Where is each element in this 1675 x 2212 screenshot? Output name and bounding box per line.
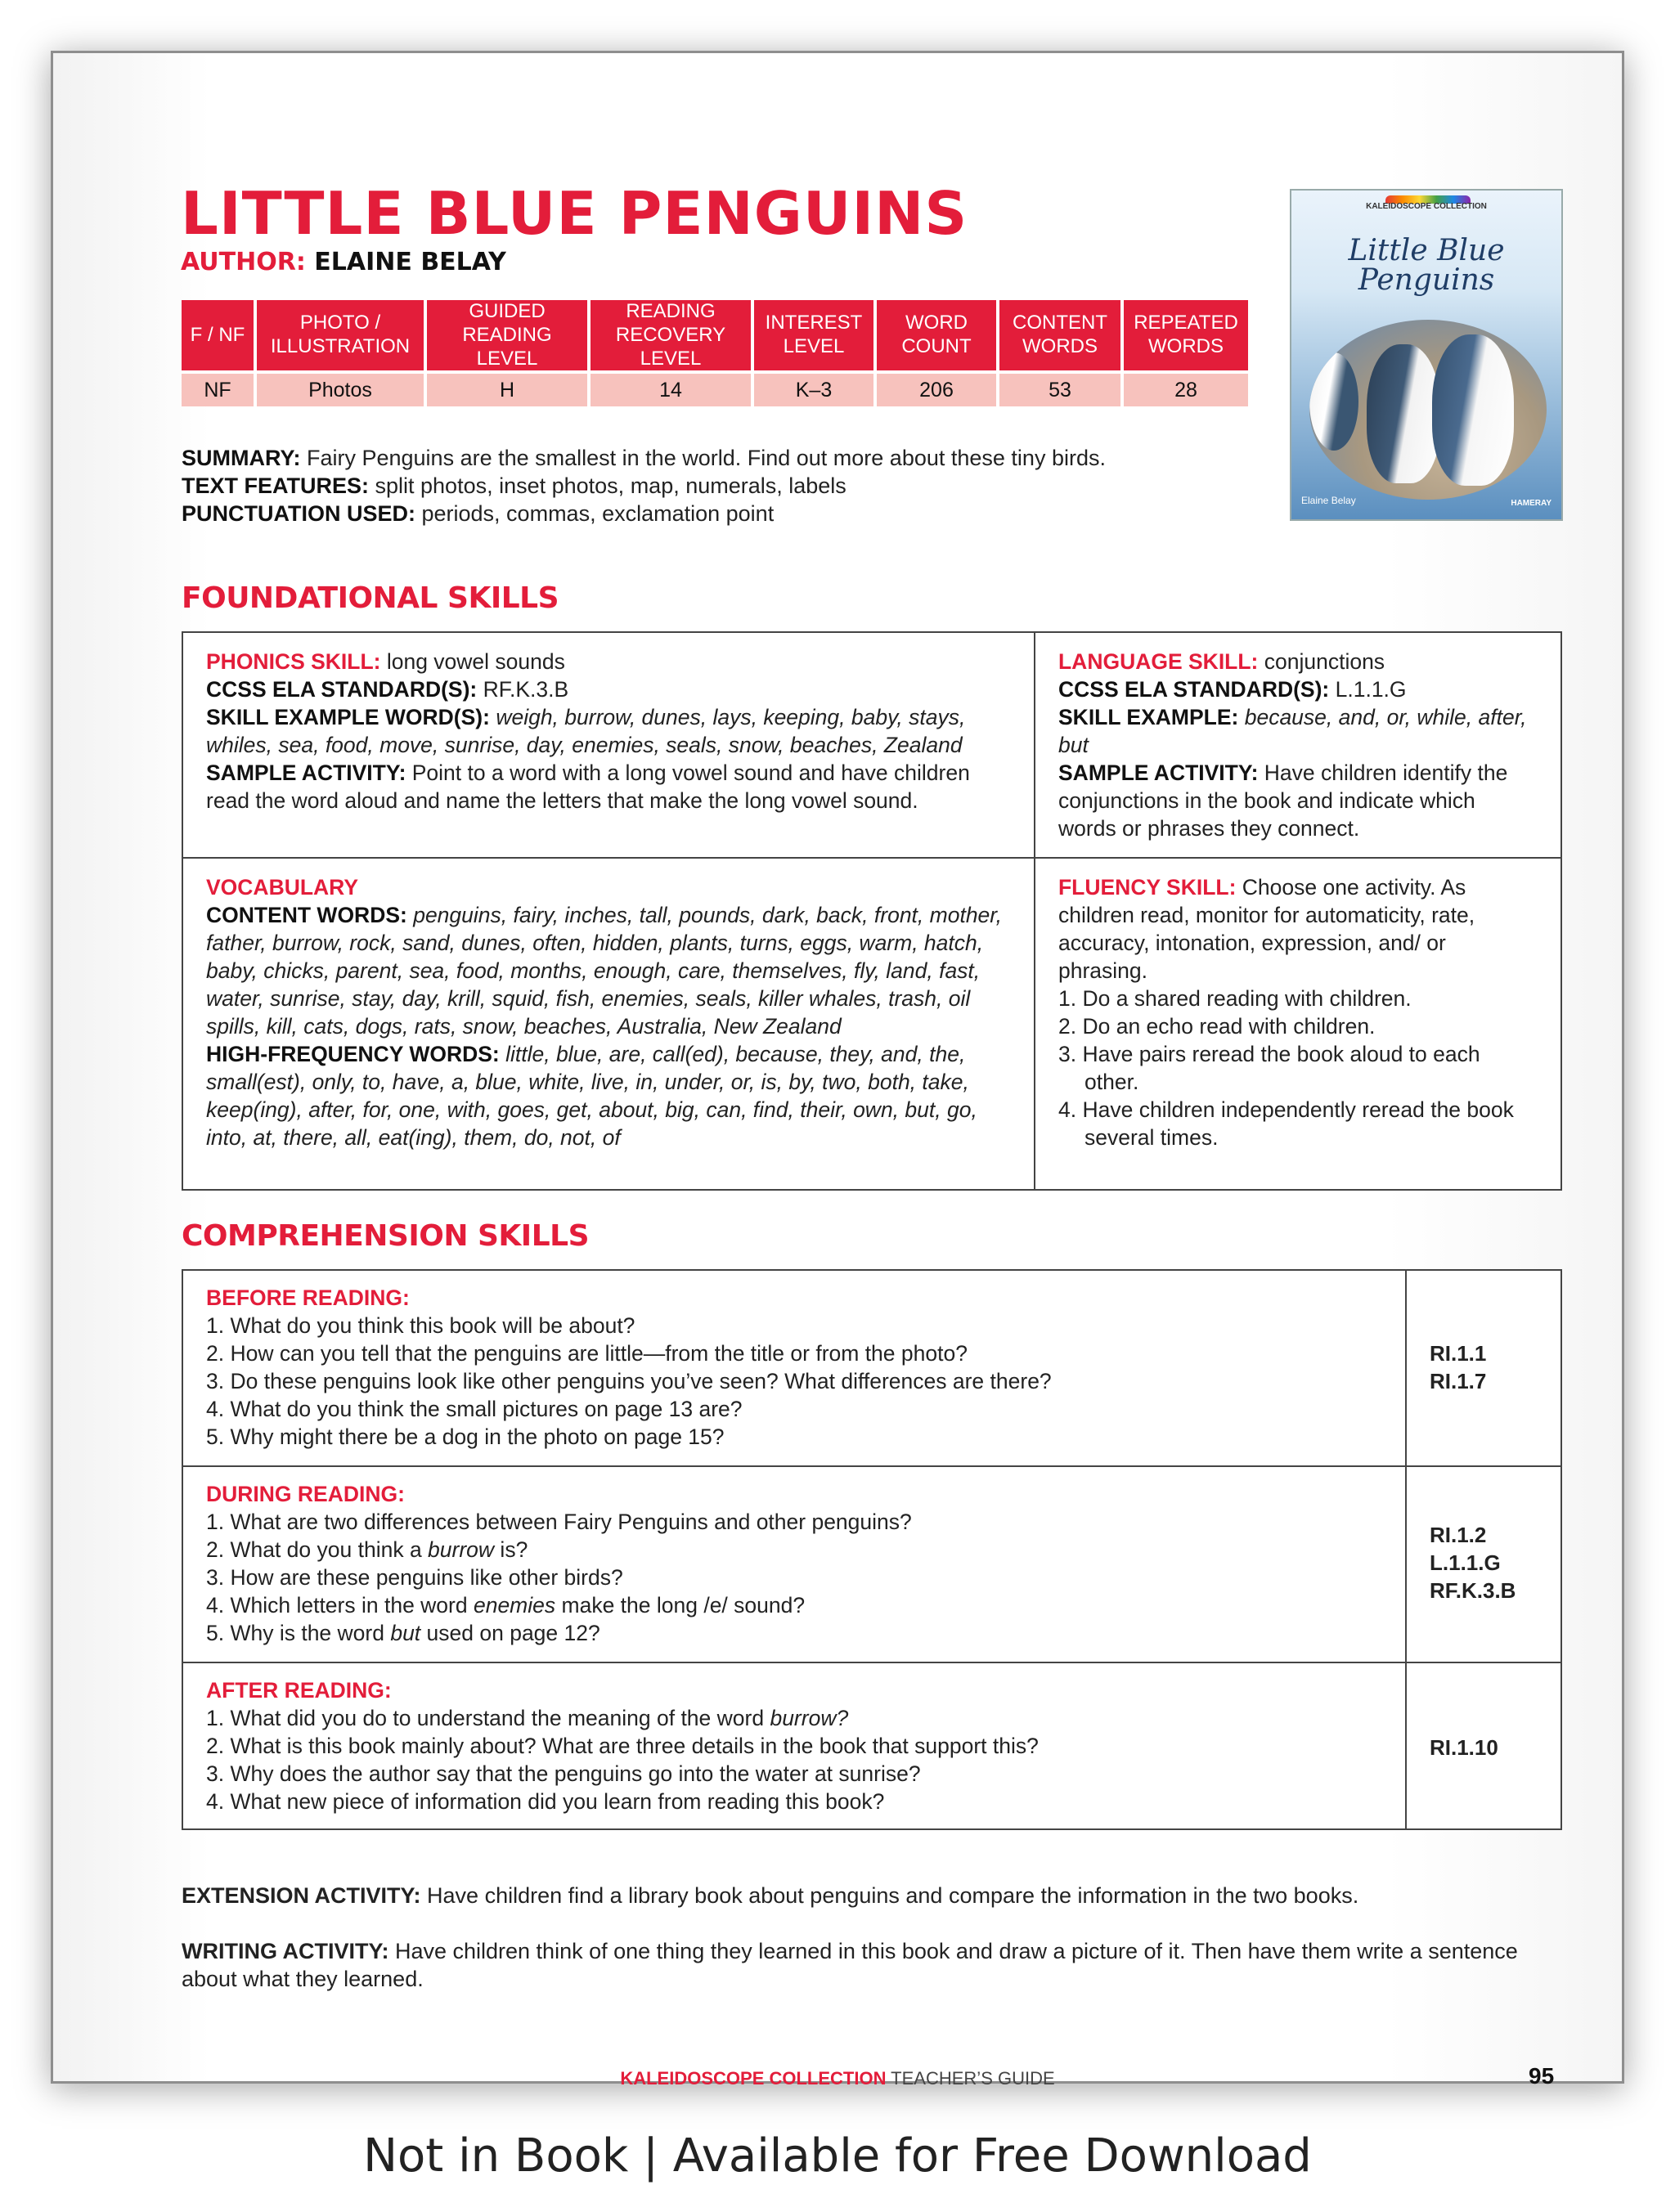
guide-page [53, 53, 1622, 2089]
cover-series: KALEIDOSCOPE COLLECTION [1366, 202, 1487, 211]
after-reading-label: AFTER READING: [206, 1678, 392, 1703]
publisher-logo: HAMERAY [1511, 499, 1552, 508]
penguin-figure [1432, 334, 1514, 486]
cover-title [1291, 236, 1561, 295]
comprehension-heading: COMPREHENSION SKILLS [182, 1219, 590, 1253]
fluency-list [1058, 985, 1538, 1151]
list-item: 5. Why might there be a dog in the photo on page 15? [206, 1425, 725, 1449]
cover-title-line1: Little Blue [1348, 234, 1505, 267]
value-content: 53 [998, 372, 1122, 406]
stats-value-row [182, 372, 1248, 406]
fluency-cell: FLUENCY SKILL: Choose one activity. As children read, monitor for automaticity, rate, accuracy, intonation, expression, and/ or phrasing. 1. Do a shared reading with children. 2. Do an echo read with children. 3. Have pairs reread the book aloud to each other. 4. Have children independently reread the book several times. [1035, 859, 1560, 1166]
header-content: CONTENT WORDS [998, 300, 1122, 372]
list-item: 1. Do a shared reading with children. [1058, 986, 1412, 1011]
after-standards: RI.1.10 [1430, 1735, 1498, 1760]
cover-author: Elaine Belay [1301, 495, 1356, 506]
page-number: 95 [1529, 2063, 1555, 2089]
penguin-figure [1367, 344, 1440, 483]
list-item: 1. What are two differences between Fairy Penguins and other penguins? [206, 1510, 912, 1534]
value-photo: Photos [255, 372, 425, 406]
header-photo: PHOTO / ILLUSTRATION [255, 300, 425, 372]
list-item: 4. Which letters in the word enemies make the long /e/ sound? [206, 1593, 806, 1617]
vocabulary-heading: VOCABULARY [206, 875, 358, 900]
header-recovery: READING RECOVERY LEVEL [589, 300, 752, 372]
foundational-heading: FOUNDATIONAL SKILLS [182, 581, 559, 615]
summary-line: SUMMARY: Fairy Penguins are the smallest in the world. Find out more about these tiny birds. [182, 446, 1106, 470]
comprehension-box [182, 1269, 1562, 1830]
list-item: 3. Why does the author say that the penguins go into the water at sunrise? [206, 1761, 921, 1786]
foundational-box [182, 631, 1562, 1191]
during-reading-label: DURING READING: [206, 1482, 405, 1506]
before-standards: RI.1.1 RI.1.7 [1430, 1341, 1487, 1393]
extension-activity: EXTENSION ACTIVITY: Have children find a library book about penguins and compare the information in the two books. [182, 1883, 1359, 1908]
list-item: 4. What new piece of information did you learn from reading this book? [206, 1789, 885, 1814]
author-line [181, 248, 506, 276]
header-interest: INTEREST LEVEL [752, 300, 875, 372]
before-reading-label: BEFORE READING: [206, 1285, 410, 1310]
list-item: 5. Why is the word but used on page 12? [206, 1621, 600, 1645]
author-name: ELAINE BELAY [314, 248, 506, 276]
vocabulary-cell: VOCABULARY CONTENT WORDS: penguins, fairy, inches, tall, pounds, dark, back, front, mother, father, burrow, rock, sand, dunes, often, hidden, plants, turns, eggs, warm, hatch, baby, chicks, parent, sea, food, months, enough, care, themselves, fly, land, fast, water, sunrise, stay, day, krill, squid, fish, enemies, seals, killer whales, trash, oil spills, kill, cats, dogs, rats, snow, beaches, Australia, New Zealand HIGH-FREQUENCY WORDS: little, blue, are, call(ed), because, they, and, the, small(est), only, to, have, a, blue, white, live, in, under, or, is, by, two, both, take, keep(ing), after, for, one, with, goes, get, about, big, can, find, their, own, but, go, into, at, there, all, eat(ing), them, do, not, of [183, 859, 1034, 1166]
value-fnf: NF [182, 372, 255, 406]
value-repeated: 28 [1122, 372, 1248, 406]
phonics-cell: PHONICS SKILL: long vowel sounds CCSS ELA STANDARD(S): RF.K.3.B SKILL EXAMPLE WORD(S): weigh, burrow, dunes, lays, keeping, baby, stays, whiles, sea, food, move, sunrise, day, enemies, seals, snow, beaches, Zealand SAMPLE ACTIVITY: Point to a word with a long vowel sound and have children read the word aloud and name the letters that make the long vowel sound. [206, 649, 970, 813]
book-title: LITTLE BLUE PENGUINS [181, 179, 968, 248]
penguin-figure [1309, 352, 1358, 451]
list-item: 3. Do these penguins look like other penguins you’ve seen? What differences are there? [206, 1369, 1052, 1393]
cover-title-line2: Penguins [1358, 263, 1495, 297]
header-wordcount: WORD COUNT [875, 300, 998, 372]
during-reading-cell [183, 1467, 1405, 1662]
penguin-photo [1309, 320, 1547, 500]
book-stats-table [182, 300, 1248, 406]
value-guided: H [425, 372, 589, 406]
text-features-line: TEXT FEATURES: split photos, inset photos, map, numerals, labels [182, 473, 846, 498]
list-item: 2. What do you think a burrow is? [206, 1537, 528, 1562]
footer-brand: KALEIDOSCOPE COLLECTION TEACHER’S GUIDE [620, 2068, 1055, 2089]
value-interest: K–3 [752, 372, 875, 406]
language-cell: LANGUAGE SKILL: conjunctions CCSS ELA STANDARD(S): L.1.1.G SKILL EXAMPLE: because, and, or, while, after, but SAMPLE ACTIVITY: Have children identify the conjunctions in the book and indicate which words or phrases they connect. [1058, 649, 1527, 841]
list-item: 4. Have children independently reread the book several times. [1058, 1097, 1514, 1150]
writing-activity: WRITING ACTIVITY: Have children think of one thing they learned in this book and draw a picture of it. Then have them write a sentence about what they learned. [182, 1939, 1518, 1991]
book-meta [182, 444, 1106, 527]
header-fnf: F / NF [182, 300, 255, 372]
list-item: 3. Have pairs reread the book aloud to each other. [1058, 1042, 1480, 1094]
divider [1405, 1271, 1407, 1828]
before-reading-cell [183, 1271, 1405, 1465]
list-item: 1. What did you do to understand the meaning of the word burrow? [206, 1706, 849, 1730]
during-standards: RI.1.2 L.1.1.G RF.K.3.B [1430, 1523, 1516, 1603]
list-item: 1. What do you think this book will be about? [206, 1313, 635, 1338]
stats-header-row [182, 300, 1248, 372]
book-cover-image [1290, 189, 1563, 521]
value-recovery: 14 [589, 372, 752, 406]
header-guided: GUIDED READING LEVEL [425, 300, 589, 372]
list-item: 4. What do you think the small pictures on page 13 are? [206, 1397, 743, 1421]
list-item: 2. How can you tell that the penguins are little—from the title or from the photo? [206, 1341, 968, 1366]
header-repeated: REPEATED WORDS [1122, 300, 1248, 372]
list-item: 2. Do an echo read with children. [1058, 1014, 1376, 1039]
after-reading-cell [183, 1663, 1405, 1830]
author-label: AUTHOR: [181, 248, 306, 276]
value-wordcount: 206 [875, 372, 998, 406]
punctuation-line: PUNCTUATION USED: periods, commas, exclamation point [182, 501, 775, 526]
list-item: 3. How are these penguins like other birds? [206, 1565, 623, 1590]
download-banner: Not in Book | Available for Free Download [363, 2129, 1312, 2183]
list-item: 2. What is this book mainly about? What are three details in the book that support this? [206, 1734, 1039, 1758]
